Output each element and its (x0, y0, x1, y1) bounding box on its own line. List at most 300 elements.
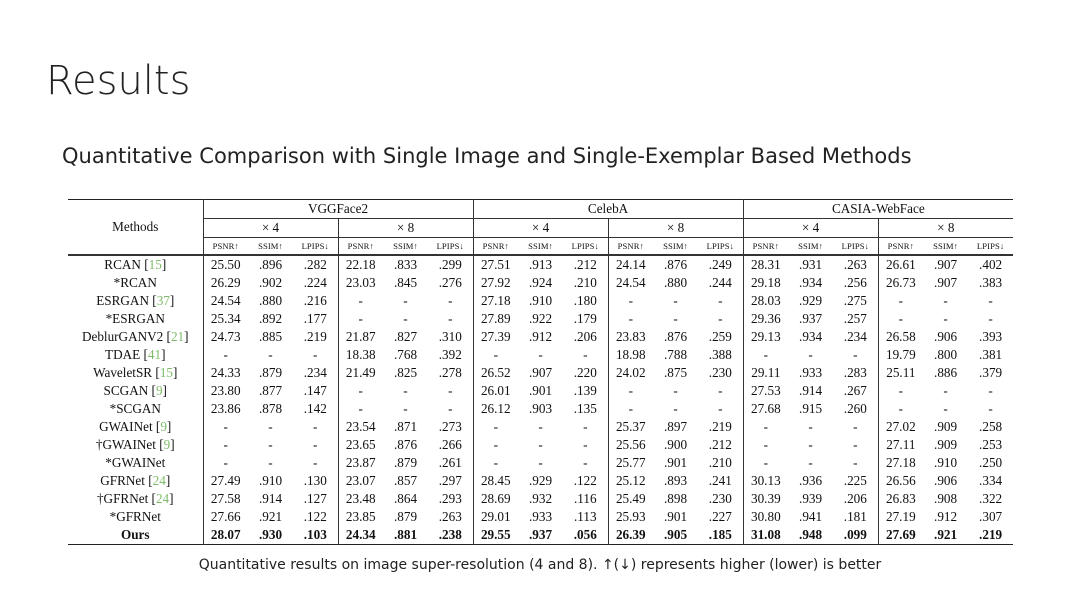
method-name: WaveletSR (93, 365, 153, 380)
metric-header: LPIPS↓ (968, 238, 1013, 256)
value-cell: .906 (934, 473, 958, 488)
value-cell: - (988, 311, 993, 326)
value-cell: - (268, 419, 273, 434)
value-cell: - (808, 347, 813, 362)
value-cell: - (743, 454, 788, 472)
value-cell: .227 (708, 509, 732, 524)
value-cell: .934 (799, 329, 823, 344)
value-cell: .241 (708, 473, 732, 488)
value-cell: .929 (799, 293, 823, 308)
value-cell: 23.48 (338, 490, 383, 508)
value-cell: - (403, 293, 408, 308)
method-name: †GWAINet (95, 437, 156, 452)
method-name: TDAE (105, 347, 141, 362)
method-name: *GFRNet (109, 509, 161, 524)
value-cell: 24.14 (608, 255, 653, 274)
method-cell: WaveletSR [15] (93, 365, 178, 380)
value-cell: 27.58 (203, 490, 248, 508)
table-row (68, 472, 1013, 490)
metric-header: SSIM↑ (653, 238, 698, 256)
value-cell: .263 (438, 509, 462, 524)
value-cell: 25.50 (203, 255, 248, 274)
dataset-header: VGGFace2 (203, 200, 473, 219)
method-cell: †GWAINet [9] (95, 437, 175, 452)
table-row (68, 400, 1013, 418)
method-cell: †GFRNet [24] (96, 491, 174, 506)
method-name: ESRGAN (96, 293, 149, 308)
value-cell: .768 (393, 347, 418, 362)
value-cell: .381 (979, 347, 1003, 362)
scale-header: × 4 (203, 219, 338, 238)
value-cell: .901 (663, 509, 688, 524)
value-cell: 26.01 (473, 382, 518, 400)
value-cell: .113 (573, 509, 597, 524)
value-cell: .250 (979, 455, 1003, 470)
value-cell: 28.45 (473, 472, 518, 490)
value-cell: - (583, 419, 588, 434)
value-cell: .256 (843, 275, 867, 290)
value-cell: - (473, 436, 518, 454)
value-cell: .210 (573, 275, 597, 290)
value-cell: - (743, 418, 788, 436)
value-cell: 29.36 (743, 310, 788, 328)
value-cell: - (673, 383, 678, 398)
citation-ref: 24 (152, 473, 166, 488)
value-cell: .393 (979, 329, 1003, 344)
value-cell: .206 (843, 491, 867, 506)
value-cell: .879 (258, 365, 283, 380)
method-name: *ESRGAN (105, 311, 165, 326)
value-cell: - (988, 401, 993, 416)
value-cell: .234 (843, 329, 867, 344)
value-cell: 28.31 (743, 255, 788, 274)
value-cell: .297 (438, 473, 462, 488)
value-cell: .914 (799, 383, 823, 398)
method-cell: GFRNet [24] (100, 473, 171, 488)
value-cell: - (203, 454, 248, 472)
value-cell: .224 (303, 275, 327, 290)
value-cell: .103 (303, 527, 327, 542)
value-cell: 24.54 (608, 274, 653, 292)
value-cell: - (313, 419, 318, 434)
method-name: GWAINet (99, 419, 153, 434)
value-cell: 25.12 (608, 472, 653, 490)
value-cell: - (673, 401, 678, 416)
value-cell: - (538, 437, 543, 452)
value-cell: .881 (393, 527, 418, 542)
value-cell: .901 (663, 455, 688, 470)
value-cell: 27.69 (878, 526, 923, 545)
value-cell: 27.51 (473, 255, 518, 274)
metric-header: LPIPS↓ (833, 238, 878, 256)
value-cell: 18.98 (608, 346, 653, 364)
value-cell: .937 (528, 527, 553, 542)
method-cell: TDAE [41] (105, 347, 166, 362)
value-cell: .930 (258, 527, 283, 542)
value-cell: - (853, 419, 858, 434)
table-header (68, 200, 1013, 256)
value-cell: - (268, 347, 273, 362)
value-cell: .905 (663, 527, 688, 542)
value-cell: .260 (843, 401, 867, 416)
slide-subtitle: Quantitative Comparison with Single Image and Single-Exemplar Based Methods (62, 144, 912, 168)
value-cell: .910 (528, 293, 553, 308)
value-cell: 29.11 (743, 364, 788, 382)
value-cell: - (673, 311, 678, 326)
value-cell: .142 (303, 401, 327, 416)
method-cell (68, 274, 203, 292)
value-cell: - (203, 436, 248, 454)
value-cell: - (583, 455, 588, 470)
value-cell: - (338, 310, 383, 328)
value-cell: 24.02 (608, 364, 653, 382)
value-cell: .261 (438, 455, 462, 470)
value-cell: .903 (528, 401, 553, 416)
value-cell: .258 (979, 419, 1003, 434)
value-cell: - (203, 418, 248, 436)
value-cell: .939 (799, 491, 823, 506)
value-cell: 27.18 (473, 292, 518, 310)
value-cell: .383 (979, 275, 1003, 290)
value-cell: .857 (393, 473, 418, 488)
value-cell: .934 (799, 275, 823, 290)
value-cell: - (808, 437, 813, 452)
citation-ref: 37 (156, 293, 170, 308)
table-row (68, 346, 1013, 364)
value-cell: .276 (438, 275, 462, 290)
value-cell: - (878, 400, 923, 418)
value-cell: .116 (573, 491, 597, 506)
value-cell: 30.13 (743, 472, 788, 490)
method-name: *SCGAN (109, 401, 161, 416)
value-cell: - (403, 311, 408, 326)
value-cell: 25.93 (608, 508, 653, 526)
value-cell: 26.83 (878, 490, 923, 508)
value-cell: - (268, 437, 273, 452)
value-cell: .334 (979, 473, 1003, 488)
value-cell: .283 (843, 365, 867, 380)
slide-title: Results (46, 58, 191, 104)
value-cell: .139 (573, 383, 597, 398)
value-cell: - (583, 347, 588, 362)
citation-ref: 15 (159, 365, 173, 380)
value-cell: .825 (393, 365, 418, 380)
table-row (68, 382, 1013, 400)
value-cell: - (988, 293, 993, 308)
value-cell: 22.18 (338, 255, 383, 274)
value-cell: .307 (979, 509, 1003, 524)
value-cell: 27.89 (473, 310, 518, 328)
method-cell (68, 454, 203, 472)
metric-header: LPIPS↓ (293, 238, 338, 256)
metric-header: SSIM↑ (518, 238, 563, 256)
value-cell: - (538, 347, 543, 362)
value-cell: .876 (393, 437, 418, 452)
value-cell: .845 (393, 275, 418, 290)
value-cell: .130 (303, 473, 327, 488)
value-cell: - (808, 455, 813, 470)
value-cell: - (338, 400, 383, 418)
value-cell: 25.34 (203, 310, 248, 328)
value-cell: - (943, 401, 948, 416)
value-cell: .892 (258, 311, 283, 326)
value-cell: .293 (438, 491, 462, 506)
citation-ref: 24 (155, 491, 170, 506)
value-cell: - (473, 418, 518, 436)
metric-header: PSNR↑ (608, 238, 653, 256)
method-cell: DeblurGANV2 [21] (81, 329, 189, 344)
value-cell: .941 (799, 509, 823, 524)
value-cell: .800 (934, 347, 958, 362)
value-cell: 23.85 (338, 508, 383, 526)
value-cell: - (538, 419, 543, 434)
value-cell: .212 (563, 255, 608, 274)
value-cell: 23.65 (338, 436, 383, 454)
table-body (68, 255, 1013, 545)
value-cell: 26.61 (878, 255, 923, 274)
value-cell: .180 (573, 293, 597, 308)
value-cell: - (203, 346, 248, 364)
value-cell: - (878, 292, 923, 310)
value-cell: .185 (708, 527, 732, 542)
value-cell: - (448, 401, 453, 416)
value-cell: - (943, 311, 948, 326)
value-cell: 29.18 (743, 274, 788, 292)
value-cell: .282 (293, 255, 338, 274)
value-cell: .912 (934, 509, 958, 524)
value-cell: .912 (528, 329, 553, 344)
value-cell: 24.54 (203, 292, 248, 310)
results-table-container (68, 199, 1011, 545)
value-cell: - (338, 292, 383, 310)
value-cell: .234 (303, 365, 327, 380)
value-cell: 26.56 (878, 472, 923, 490)
value-cell: 23.03 (338, 274, 383, 292)
value-cell: - (943, 293, 948, 308)
value-cell: 18.38 (338, 346, 383, 364)
value-cell: 26.12 (473, 400, 518, 418)
metric-header: SSIM↑ (248, 238, 293, 256)
value-cell: .127 (303, 491, 327, 506)
value-cell: .259 (708, 329, 732, 344)
value-cell: .908 (934, 491, 958, 506)
value-cell: - (988, 383, 993, 398)
value-cell: - (608, 382, 653, 400)
value-cell: .206 (573, 329, 597, 344)
value-cell: .788 (663, 347, 688, 362)
metric-header: PSNR↑ (878, 238, 923, 256)
value-cell: .910 (258, 473, 283, 488)
value-cell: .225 (843, 473, 867, 488)
method-cell (68, 508, 203, 526)
value-cell: .056 (573, 527, 597, 542)
table-row (68, 255, 1013, 274)
value-cell: .322 (979, 491, 1003, 506)
methods-header: Methods (112, 219, 159, 234)
value-cell: .877 (258, 383, 283, 398)
value-cell: .921 (258, 509, 283, 524)
value-cell: - (718, 383, 723, 398)
value-cell: 27.18 (878, 454, 923, 472)
value-cell: - (808, 419, 813, 434)
value-cell: .876 (653, 255, 698, 274)
value-cell: - (853, 347, 858, 362)
value-cell: 23.80 (203, 382, 248, 400)
value-cell: .907 (528, 365, 553, 380)
metric-header: SSIM↑ (383, 238, 428, 256)
method-cell (68, 526, 203, 545)
value-cell: .901 (528, 383, 553, 398)
table-row (68, 508, 1013, 526)
citation-ref: 9 (160, 419, 167, 434)
value-cell: .275 (843, 293, 867, 308)
value-cell: .936 (799, 473, 823, 488)
dataset-header: CASIA-WebFace (743, 200, 1013, 219)
value-cell: 31.08 (743, 526, 788, 545)
method-name: SCGAN (103, 383, 149, 398)
value-cell: .827 (393, 329, 418, 344)
value-cell: .922 (528, 311, 553, 326)
value-cell: .181 (843, 509, 867, 524)
method-name: DeblurGANV2 (81, 329, 164, 344)
value-cell: - (718, 293, 723, 308)
value-cell: 25.49 (608, 490, 653, 508)
value-cell: .871 (393, 419, 418, 434)
table-row (68, 274, 1013, 292)
value-cell: .886 (934, 365, 958, 380)
value-cell: .948 (799, 527, 823, 542)
value-cell: 25.77 (608, 454, 653, 472)
value-cell: 25.11 (878, 364, 923, 382)
value-cell: 26.29 (203, 274, 248, 292)
value-cell: - (473, 454, 518, 472)
value-cell: - (853, 437, 858, 452)
value-cell: 27.92 (473, 274, 518, 292)
table-row (68, 364, 1013, 382)
value-cell: 28.69 (473, 490, 518, 508)
value-cell: 27.39 (473, 328, 518, 346)
value-cell: - (403, 401, 408, 416)
scale-header: × 4 (743, 219, 878, 238)
table-row (68, 436, 1013, 454)
value-cell: - (743, 346, 788, 364)
value-cell: 23.86 (203, 400, 248, 418)
value-cell: .219 (303, 329, 327, 344)
value-cell: .122 (303, 509, 327, 524)
value-cell: - (878, 382, 923, 400)
value-cell: - (313, 455, 318, 470)
value-cell: .244 (708, 275, 732, 290)
value-cell: .249 (698, 255, 743, 274)
value-cell: .833 (383, 255, 428, 274)
metric-header: LPIPS↓ (563, 238, 608, 256)
value-cell: 23.83 (608, 328, 653, 346)
value-cell: - (608, 400, 653, 418)
value-cell: 24.34 (338, 526, 383, 545)
method-cell (68, 310, 203, 328)
value-cell: .909 (934, 437, 958, 452)
value-cell: .253 (979, 437, 1003, 452)
method-cell: SCGAN [9] (103, 383, 167, 398)
value-cell: .900 (663, 437, 688, 452)
value-cell: 29.01 (473, 508, 518, 526)
value-cell: .379 (979, 365, 1003, 380)
value-cell: 27.02 (878, 418, 923, 436)
citation-ref: 9 (155, 383, 163, 398)
value-cell: .273 (438, 419, 462, 434)
value-cell: 27.53 (743, 382, 788, 400)
metric-header: PSNR↑ (338, 238, 383, 256)
value-cell: - (608, 310, 653, 328)
method-cell: RCAN [15] (68, 255, 203, 274)
value-cell: .932 (528, 491, 553, 506)
value-cell: .388 (708, 347, 732, 362)
method-name: *RCAN (113, 275, 157, 290)
citation-ref: 41 (147, 347, 162, 362)
value-cell: .902 (258, 275, 283, 290)
metric-header: PSNR↑ (203, 238, 248, 256)
value-cell: 25.56 (608, 436, 653, 454)
method-name: *GWAINet (105, 455, 166, 470)
method-cell: GWAINet [9] (99, 419, 172, 434)
value-cell: .212 (708, 437, 732, 452)
value-cell: 30.80 (743, 508, 788, 526)
value-cell: .263 (833, 255, 878, 274)
value-cell: 26.73 (878, 274, 923, 292)
metric-header: LPIPS↓ (428, 238, 473, 256)
value-cell: .906 (934, 329, 958, 344)
value-cell: - (673, 293, 678, 308)
method-name: GFRNet (100, 473, 145, 488)
value-cell: .864 (393, 491, 418, 506)
metric-header: SSIM↑ (788, 238, 833, 256)
value-cell: .880 (663, 275, 688, 290)
value-cell: - (403, 383, 408, 398)
value-cell: .910 (934, 455, 958, 470)
value-cell: - (943, 383, 948, 398)
table-row (68, 454, 1013, 472)
value-cell: .230 (708, 365, 732, 380)
value-cell: .876 (663, 329, 688, 344)
value-cell: .230 (708, 491, 732, 506)
method-name: RCAN (104, 257, 141, 272)
value-cell: .915 (799, 401, 823, 416)
value-cell: 30.39 (743, 490, 788, 508)
value-cell: .299 (428, 255, 473, 274)
value-cell: - (853, 455, 858, 470)
value-cell: .914 (258, 491, 283, 506)
value-cell: .879 (393, 509, 418, 524)
value-cell: - (878, 310, 923, 328)
value-cell: 26.39 (608, 526, 653, 545)
value-cell: 29.13 (743, 328, 788, 346)
value-cell: 28.07 (203, 526, 248, 545)
table-row (68, 328, 1013, 346)
value-cell: .220 (573, 365, 597, 380)
method-cell: ESRGAN [37] (96, 293, 175, 308)
value-cell: .921 (934, 527, 958, 542)
value-cell: .099 (843, 527, 867, 542)
value-cell: 26.52 (473, 364, 518, 382)
value-cell: .937 (799, 311, 823, 326)
value-cell: .266 (438, 437, 462, 452)
results-table (68, 199, 1013, 545)
citation-ref: 21 (170, 329, 185, 344)
value-cell: .880 (258, 293, 283, 308)
value-cell: 24.33 (203, 364, 248, 382)
value-cell: - (338, 382, 383, 400)
metric-header: SSIM↑ (923, 238, 968, 256)
